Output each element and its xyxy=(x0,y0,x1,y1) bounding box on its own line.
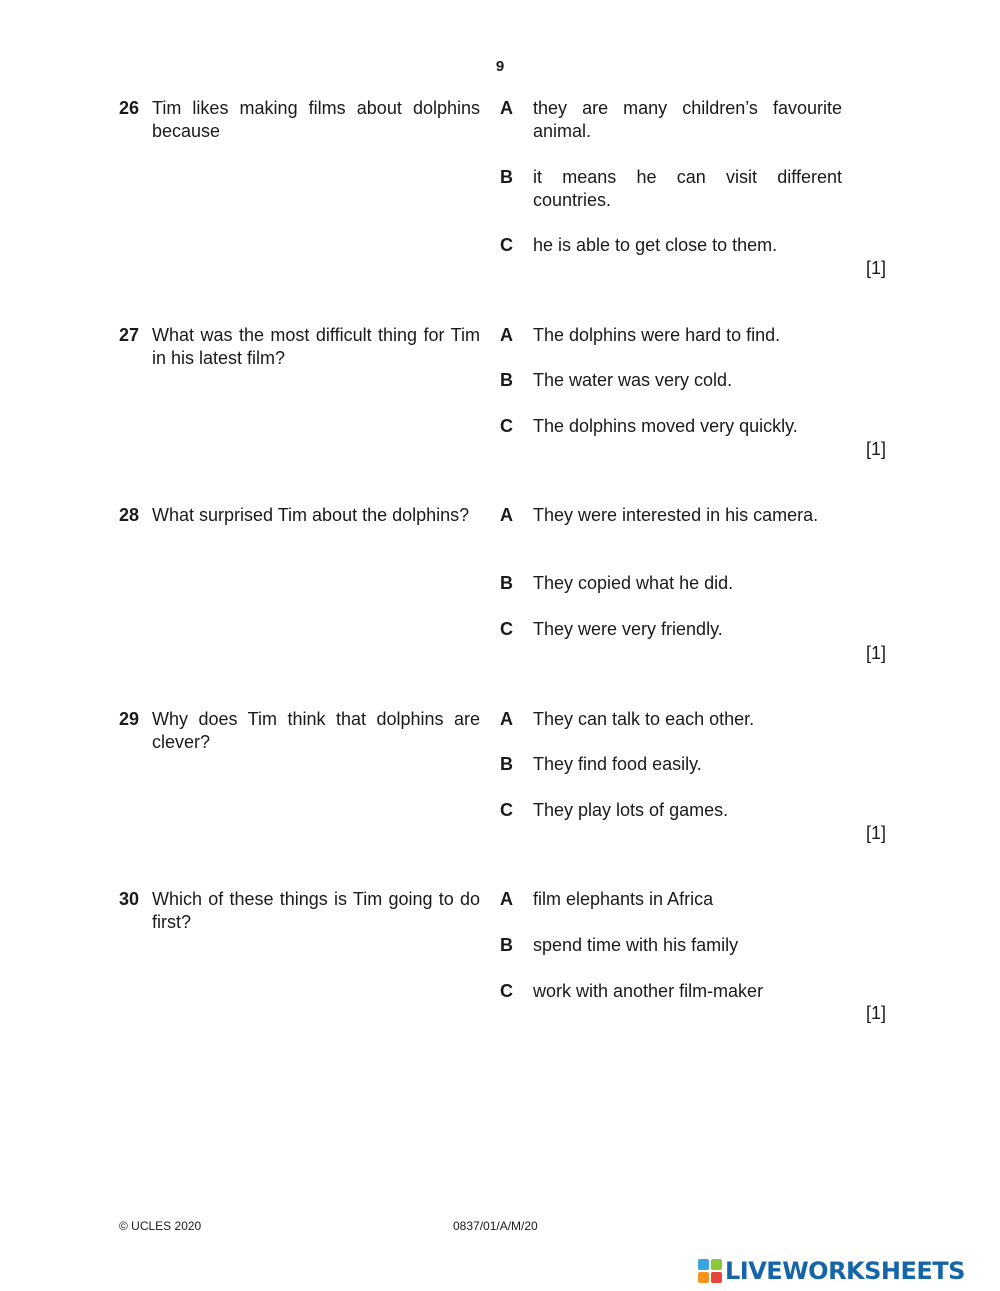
logo-block-icon xyxy=(698,1259,709,1270)
option-text: They play lots of games. xyxy=(533,800,729,820)
option-text: The water was very cold. xyxy=(533,370,733,390)
logo-block-icon xyxy=(698,1272,709,1283)
option-text: They find food easily. xyxy=(533,754,702,774)
option-text: The dolphins moved very quickly. xyxy=(533,416,798,436)
option-text: They copied what he did. xyxy=(533,573,734,593)
footer-paper-code: 0837/01/A/M/20 xyxy=(453,1219,538,1233)
question-stem: What surprised Tim about the dolphins? xyxy=(152,505,470,525)
liveworksheets-logo[interactable] xyxy=(698,1256,965,1286)
option-letter: B xyxy=(500,573,513,593)
option-letter: B xyxy=(500,754,513,774)
question-number: 26 xyxy=(119,98,140,118)
footer-copyright: © UCLES 2020 xyxy=(119,1219,202,1233)
option-text: The dolphins were hard to find. xyxy=(533,325,781,345)
question-number: 29 xyxy=(119,709,140,729)
logo-blocks-icon xyxy=(698,1259,722,1283)
question-stem: Tim likes making films about dolphins because xyxy=(152,98,480,141)
question-number: 30 xyxy=(119,889,140,909)
option-text: spend time with his family xyxy=(533,935,739,955)
question-stem: Which of these things is Tim going to do first? xyxy=(152,889,480,932)
mark: [1] xyxy=(866,258,887,278)
option-letter: A xyxy=(500,325,513,345)
mark: [1] xyxy=(866,1003,887,1023)
question-stem: Why does Tim think that dolphins are clever? xyxy=(152,709,480,752)
question-number: 28 xyxy=(119,505,140,525)
option-text: he is able to get close to them. xyxy=(533,235,778,255)
option-letter: C xyxy=(500,981,513,1001)
option-text: They were interested in his camera. xyxy=(533,505,819,525)
logo-block-icon xyxy=(711,1272,722,1283)
logo-text: LIVEWORKSHEETS xyxy=(725,1257,965,1285)
option-text: They can talk to each other. xyxy=(533,709,755,729)
question-stem: What was the most difficult thing for Tim in his latest film? xyxy=(152,325,480,368)
option-letter: A xyxy=(500,505,513,525)
option-letter: B xyxy=(500,167,513,187)
option-letter: C xyxy=(500,619,513,639)
option-letter: A xyxy=(500,98,513,118)
option-letter: A xyxy=(500,709,513,729)
option-letter: C xyxy=(500,416,513,436)
option-text: work with another film-maker xyxy=(533,981,764,1001)
option-letter: C xyxy=(500,800,513,820)
option-letter: A xyxy=(500,889,513,909)
option-letter: B xyxy=(500,935,513,955)
logo-block-icon xyxy=(711,1259,722,1270)
option-text: film elephants in Africa xyxy=(533,889,714,909)
option-letter: C xyxy=(500,235,513,255)
question-number: 27 xyxy=(119,325,140,345)
page-number: 9 xyxy=(495,58,505,75)
mark: [1] xyxy=(866,823,887,843)
option-text: They were very friendly. xyxy=(533,619,723,639)
option-text: it means he can visit different countries. xyxy=(533,167,842,210)
mark: [1] xyxy=(866,643,887,663)
option-letter: B xyxy=(500,370,513,390)
option-text: they are many children’s favourite animal. xyxy=(533,98,842,141)
mark: [1] xyxy=(866,439,887,459)
